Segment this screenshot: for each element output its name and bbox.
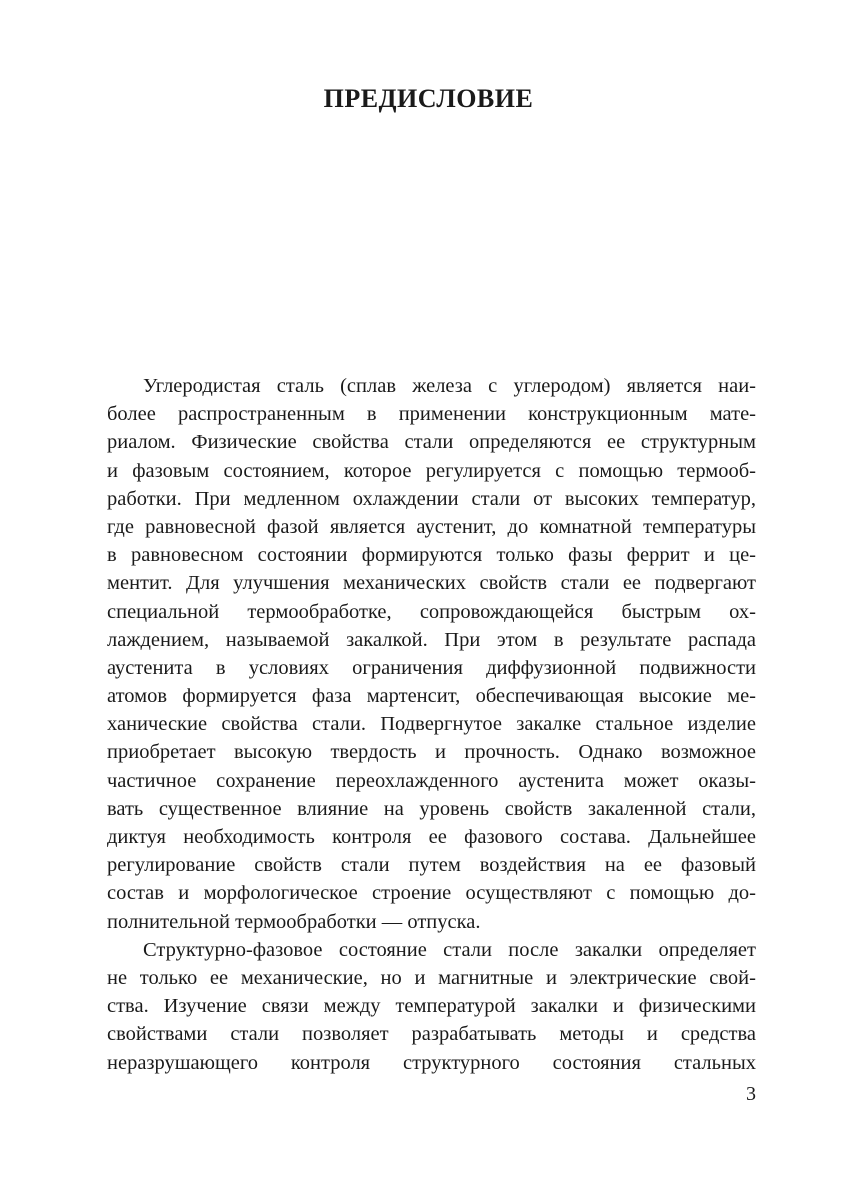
text-line: аустенита в условиях ограничения диффузионной подвижности [107,656,756,679]
text-line: полнительной термообработки — отпуска. [107,910,481,933]
text-line: состав и морфологическое строение осуществляют с помощью до- [107,882,756,905]
page-number: 3 [746,1083,756,1105]
text-line: неразрушающего контроля структурного состояния стальных [107,1051,756,1074]
text-line: свойствами стали позволяет разрабатывать методы и средства [107,1023,756,1046]
text-line: вать существенное влияние на уровень свойств закаленной стали, [107,797,756,820]
text-line: приобретает высокую твердость и прочность. Однако возможное [107,741,756,764]
text-line: ства. Изучение связи между температурой закалки и физическими [107,995,756,1018]
text-line: регулирование свойств стали путем воздействия на ее фазовый [107,854,756,877]
text-line: Структурно-фазовое состояние стали после закалки определяет [143,938,756,961]
text-line: риалом. Физические свойства стали определяются ее структурным [107,431,756,454]
text-line: специальной термообработке, сопровождающейся быстрым ох- [107,600,756,623]
text-line: и фазовым состоянием, которое регулируется с помощью термооб- [107,459,756,482]
text-line: работки. При медленном охлаждении стали от высоких температур, [107,487,756,510]
text-line: лаждением, называемой закалкой. При этом в результате распада [107,628,756,651]
text-line: диктуя необходимость контроля ее фазового состава. Дальнейшее [107,826,756,848]
text-line: где равновесной фазой является аустенит, до комнатной температуры [107,515,756,538]
text-line: ментит. Для улучшения механических свойств стали ее подвергают [107,572,756,595]
text-line: частичное сохранение переохлажденного аустенита может оказы- [107,769,756,792]
text-line: атомов формируется фаза мартенсит, обеспечивающая высокие ме- [107,685,756,708]
text-line: ханические свойства стали. Подвергнутое закалке стальное изделие [107,713,756,736]
text-line: в равновесном состоянии формируются только фазы феррит и це- [107,544,756,567]
text-line: более распространенным в применении конструкционным мате- [107,403,756,426]
text-line: не только ее механические, но и магнитные и электрические свой- [107,966,756,989]
page-title: ПРЕДИСЛОВИЕ [323,84,534,113]
preface-body [107,372,756,1077]
text-line: Углеродистая сталь (сплав железа с углеродом) является наи- [143,375,756,397]
